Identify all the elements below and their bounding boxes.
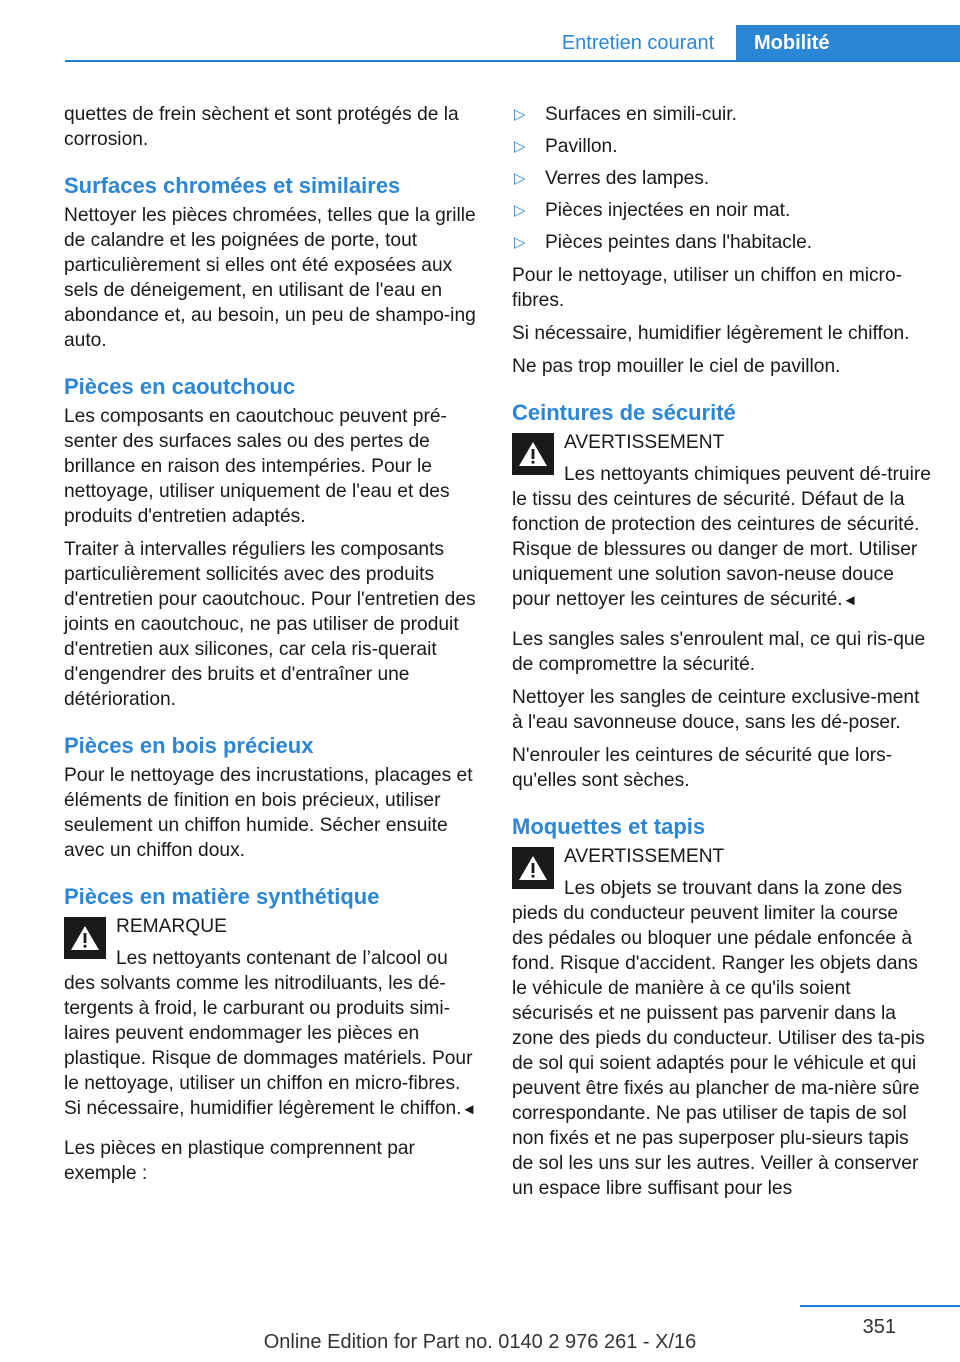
end-mark: ◄ [842,592,858,609]
list-item: ▷ Surfaces en simili-cuir. [514,104,737,125]
paragraph: Les composants en caoutchouc peuvent pré-senter des surfaces sales ou des pertes de brillance en raison des intempéries. Pour le nettoyage, utiliser uniquement de l'eau et des produits d'entretien adaptés. [64,406,450,527]
paragraph: Traiter à intervalles réguliers les composants particulièrement sollicités avec des produits d'entretien pour caoutchouc. Pour l'entretien des joints en caoutchouc, ne pas utiliser de produit d'entretien aux silicones, car cela ris-querait d'engendrer des bruits et d'entraîner une détérioration. [64,539,476,710]
intro-paragraph: quettes de frein sèchent et sont protégés de la corrosion. [64,104,459,150]
heading-seatbelts: Ceintures de sécurité [512,400,736,425]
triangle-bullet-icon: ▷ [514,202,526,219]
edition-line: Online Edition for Part no. 0140 2 976 261 - X/16 [263,1331,697,1353]
heading-carpets: Moquettes et tapis [512,814,706,839]
paragraph: Les sangles sales s'enroulent mal, ce qui ris-que de compromettre la sécurité. [512,629,926,675]
warning-label: AVERTISSEMENT [564,846,725,867]
section-tab-prev[interactable]: Entretien courant [541,25,735,61]
notice-box [64,914,482,1122]
paragraph: Les pièces en plastique comprennent par exemple : [64,1138,415,1184]
warning-text: Les objets se trouvant dans la zone des pieds du conducteur peuvent limiter la course des pédales ou bloquer une pédale enfoncée à fond. Risque d'accident. Ranger les objets dans le véhicule de manière à ce qu'ils soient sécurisés et ne puissent pas parvenir dans la zone des pieds du conducteur. Utiliser des ta-pis de sol qui soient adaptés pour le véhicule et qui peuvent être fixés au plancher de ma-nière sûre correspondante. Ne pas utiliser de tapis de sol non fixés et ne pas superposer plu-sieurs tapis de sol les uns sur les autres. Veiller à conserver un espace libre suffisant pour les [512,878,925,1199]
notice-text: Les nettoyants contenant de l’alcool ou des solvants comme les nitrodiluants, les dé-tergents à froid, le carburant ou produits simi-laires peuvent endommager les pièces en plastique. Risque de dommages matériels. Pour le nettoyage, utiliser un chiffon en micro-fibres. Si nécessaire, humidifier légèrement le chiffon. [64,948,473,1119]
paragraph: Pour le nettoyage des incrustations, placages et éléments de finition en bois précieux, utiliser seulement un chiffon humide. Sécher ensuite avec un chiffon doux. [64,765,473,861]
heading-rubber: Pièces en caoutchouc [64,374,296,399]
page-number: 351 [862,1316,896,1338]
paragraph: Si nécessaire, humidifier légèrement le chiffon. [512,323,910,344]
warning-text: Les nettoyants chimiques peuvent dé-truire le tissu des ceintures de sécurité. Défaut de la fonction de protection des ceintures de sécurité. Risque de blessures ou danger de mort. Utiliser uniquement une solution savon-neuse douce pour nettoyer les ceintures de sécurité. [512,464,931,610]
warning-box [512,844,932,1201]
paragraph: Ne pas trop mouiller le ciel de pavillon. [512,356,841,377]
paragraph: N'enrouler les ceintures de sécurité que lors-qu'elles sont sèches. [512,745,893,791]
end-mark: ◄ [461,1101,477,1118]
warning-triangle-icon [512,433,554,475]
left-column [64,102,482,1194]
triangle-bullet-icon: ▷ [514,234,526,251]
triangle-bullet-icon: ▷ [514,170,526,187]
footer-rule [800,1305,960,1307]
section-tab-active[interactable]: Mobilité [736,25,960,61]
triangle-bullet-icon: ▷ [514,106,526,123]
header-rule [65,60,960,62]
warning-box [512,430,932,613]
list-item: ▷ Pavillon. [514,136,618,157]
list-item: ▷ Pièces peintes dans l'habitacle. [514,232,813,253]
heading-chrome: Surfaces chromées et similaires [64,173,401,198]
list-item: ▷ Verres des lampes. [514,168,710,189]
paragraph: Nettoyer les pièces chromées, telles que la grille de calandre et les poignées de porte, tout particulièrement si elles ont été exposées aux sels de déneigement, en utilisant de l'eau en abondance et, au besoin, un peu de shampo-ing auto. [64,205,476,351]
right-column [512,102,932,1215]
triangle-bullet-icon: ▷ [514,138,526,155]
paragraph: Pour le nettoyage, utiliser un chiffon en micro-fibres. [512,265,902,311]
warning-triangle-icon [64,917,106,959]
notice-label: REMARQUE [116,916,227,937]
heading-wood: Pièces en bois précieux [64,733,314,758]
paragraph: Nettoyer les sangles de ceinture exclusive-ment à l'eau savonneuse douce, sans les dé-poser. [512,687,920,733]
heading-plastic: Pièces en matière synthétique [64,884,380,909]
warning-label: AVERTISSEMENT [564,432,725,453]
plastic-parts-list [512,102,932,255]
list-item: ▷ Pièces injectées en noir mat. [514,200,791,221]
warning-triangle-icon [512,847,554,889]
